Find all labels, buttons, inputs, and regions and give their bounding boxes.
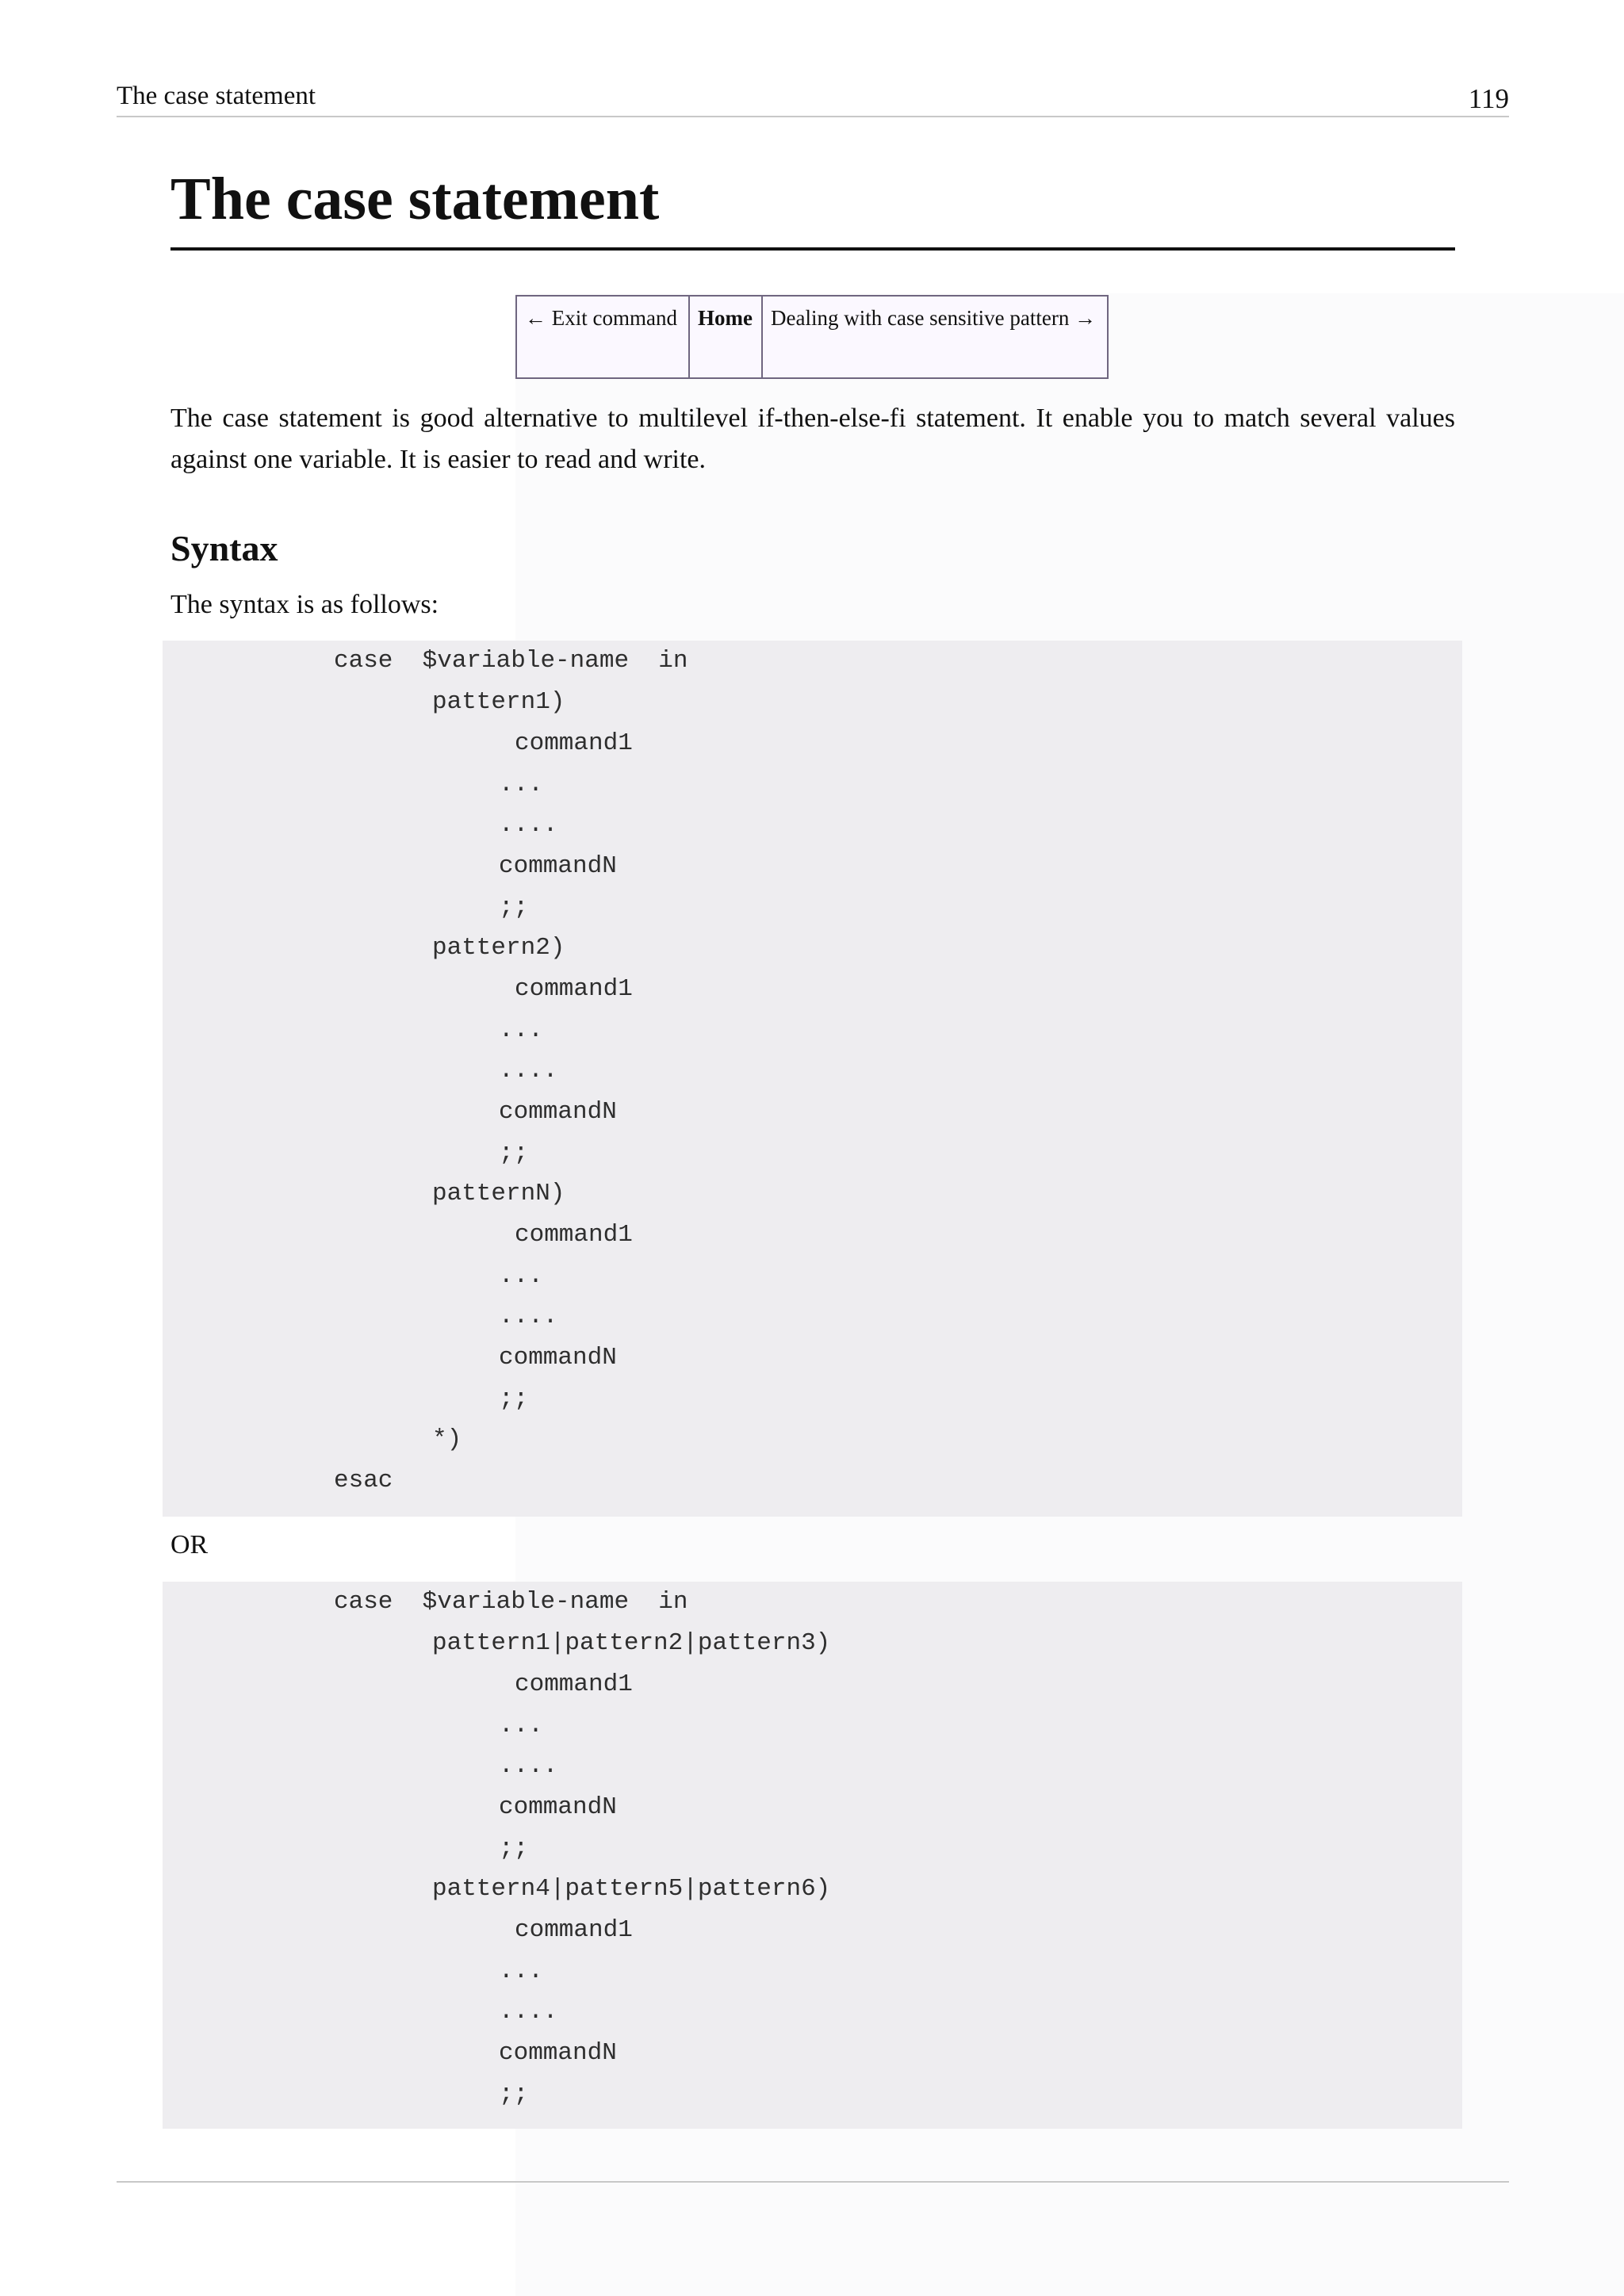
syntax-intro: The syntax is as follows: xyxy=(170,590,439,619)
or-label: OR xyxy=(170,1530,209,1559)
code-line: command1 xyxy=(515,1670,633,1698)
code-line: patternN) xyxy=(432,1180,565,1207)
footer-divider xyxy=(117,2181,1509,2183)
code-line: *) xyxy=(432,1425,462,1453)
code-line: pattern1|pattern2|pattern3) xyxy=(432,1629,831,1657)
code-line: commandN xyxy=(499,1793,617,1821)
syntax-heading: Syntax xyxy=(170,528,278,568)
nav-next-link[interactable]: Dealing with case sensitive pattern → xyxy=(762,296,1108,378)
code-line: command1 xyxy=(515,729,633,757)
page-number: 119 xyxy=(1468,83,1509,114)
code-line: command1 xyxy=(515,975,633,1003)
code-line: pattern2) xyxy=(432,934,565,962)
nav-prev-link[interactable]: ← Exit command xyxy=(516,296,689,378)
navigation-table xyxy=(515,295,1109,379)
nav-home-link[interactable]: Home xyxy=(689,296,762,378)
intro-paragraph: The case statement is good alternative to multilevel if-then-else-fi statement. It enable you to match several values against one variable. It is easier to read and write. xyxy=(170,404,1455,474)
code-block-alternative-syntax xyxy=(163,1582,1462,2129)
code-line: ;; xyxy=(499,1835,529,1862)
code-line: ... xyxy=(499,771,543,798)
code-line: ;; xyxy=(499,1139,529,1167)
code-line: .... xyxy=(499,1303,558,1330)
code-line: .... xyxy=(499,1998,558,2026)
code-line: ... xyxy=(499,1957,543,1985)
code-line: .... xyxy=(499,811,558,839)
code-line: ;; xyxy=(499,894,529,921)
code-line: ... xyxy=(499,1262,543,1290)
page-title: The case statement xyxy=(170,166,660,232)
code-line: ;; xyxy=(499,1385,529,1413)
code-line: commandN xyxy=(499,852,617,880)
code-line: ... xyxy=(499,1016,543,1044)
code-line: esac xyxy=(334,1467,393,1494)
code-line: command1 xyxy=(515,1916,633,1944)
code-line: case $variable-name in xyxy=(334,647,688,675)
code-line: command1 xyxy=(515,1221,633,1249)
code-line: case $variable-name in xyxy=(334,1588,688,1616)
code-line: commandN xyxy=(499,1098,617,1126)
code-line: ;; xyxy=(499,2080,529,2108)
code-line: .... xyxy=(499,1057,558,1085)
title-divider xyxy=(170,247,1455,251)
code-line: .... xyxy=(499,1752,558,1780)
code-line: ... xyxy=(499,1712,543,1739)
code-line: commandN xyxy=(499,2039,617,2067)
code-line: pattern1) xyxy=(432,688,565,716)
code-line: commandN xyxy=(499,1344,617,1372)
code-line: pattern4|pattern5|pattern6) xyxy=(432,1875,831,1903)
running-header xyxy=(117,79,1509,117)
running-title: The case statement xyxy=(117,82,316,110)
code-block-syntax xyxy=(163,641,1462,1517)
